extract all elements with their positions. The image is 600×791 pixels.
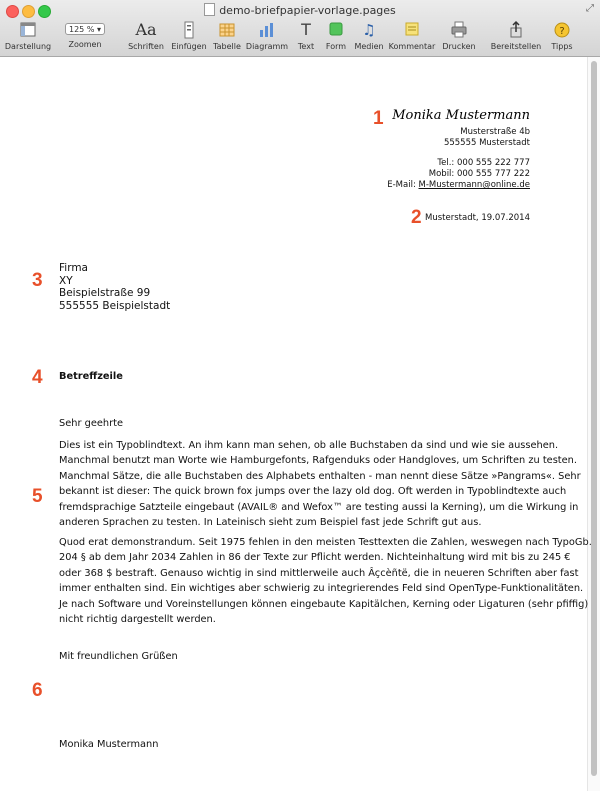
einfuegen-label: Einfügen	[171, 42, 207, 51]
body-paragraph-2	[59, 535, 592, 627]
zoom-label: Zoomen	[68, 40, 102, 49]
tabelle-label: Tabelle	[213, 42, 241, 51]
shape-icon	[328, 20, 344, 40]
body-line: 204 § ab dem Jahr 2034 Zahlen in 86 der Texte zur Pflicht werden. Nichteinhaltung wird mit bis zu 245 €	[59, 552, 571, 564]
music-note-icon: ♫	[362, 21, 376, 39]
scroll-thumb[interactable]	[591, 61, 597, 776]
window-title-text: demo-briefpapier-vorlage.pages	[219, 4, 396, 17]
recipient-line: Beispielstraße 99	[59, 287, 151, 299]
title-toolbar	[0, 0, 600, 57]
fonts-icon: Aa	[135, 20, 157, 39]
diagramm-label: Diagramm	[245, 42, 289, 51]
body-line: anderen Sprachen zu testen. In Lateinisch sieht zum Beispiel fast jede Schrift gut aus.	[59, 517, 482, 529]
date-line: Musterstadt, 19.07.2014	[425, 213, 530, 223]
body-line: Je nach Software und Voreinstellungen können eingebaute Kapitälchen, Kerning oder Ligaturen (sehr pfiffig)	[59, 598, 589, 610]
marker-1: 1	[373, 108, 384, 129]
marker-4: 4	[32, 367, 43, 388]
zoom-select[interactable]: 125 % ▾	[65, 23, 105, 35]
body-line: bekannt ist dieser: The quick brown fox jumps over the lazy old dog. Oft werden in Typoblindtexte auch	[59, 486, 567, 498]
sender-email-line	[387, 180, 530, 191]
chart-icon	[258, 20, 276, 40]
body-line: Quod erat demonstrandum. Seit 1975 fehlen in den meisten Testtexten die Zahlen, weswegen nach TypoGb.	[59, 537, 592, 548]
tipps-button[interactable]	[548, 20, 576, 54]
fullscreen-icon[interactable]: ⤢	[586, 3, 594, 14]
closing: Mit freundlichen Grüßen	[59, 651, 178, 662]
sender-mobil: Mobil: 000 555 777 222	[428, 169, 530, 179]
sender-name: Monika Mustermann	[392, 108, 530, 123]
text-button[interactable]	[292, 20, 320, 54]
diagramm-button[interactable]	[245, 20, 289, 54]
darstellung-label: Darstellung	[4, 42, 52, 51]
share-icon	[508, 20, 524, 40]
recipient-line: XY	[59, 274, 73, 287]
recipient-address	[59, 262, 170, 312]
darstellung-button[interactable]	[3, 20, 53, 54]
sender-email-link[interactable]: M-Mustermann@online.de	[418, 180, 530, 190]
marker-6: 6	[32, 680, 43, 701]
text-label: Text	[297, 42, 315, 51]
signature: Monika Mustermann	[59, 739, 159, 750]
document-icon	[204, 3, 215, 16]
table-icon	[218, 20, 236, 40]
form-label: Form	[325, 42, 347, 51]
tipps-label: Tipps	[551, 42, 573, 51]
help-icon	[553, 20, 571, 40]
comment-icon	[404, 20, 420, 40]
body-line: fremdsprachige Satzteile eingebaut (AVAIL® and Wefox™ are testing aussi la Kerning), um die Wirkung in	[59, 501, 579, 513]
marker-2: 2	[411, 207, 422, 228]
einfuegen-button[interactable]	[168, 20, 210, 54]
medien-label: Medien	[354, 42, 384, 51]
medien-button[interactable]	[352, 20, 386, 54]
body-line: Manchmal Sätze, die alle Buchstaben des Alphabets enthalten - man nennt diese Sätze »Pangrams«. Sehr	[59, 470, 581, 482]
svg-text:?: ?	[559, 26, 565, 37]
marker-5: 5	[32, 486, 43, 507]
form-button[interactable]	[322, 20, 350, 54]
drucken-button[interactable]	[438, 20, 480, 54]
sidebar-view-icon	[19, 20, 37, 40]
window-title	[0, 3, 600, 17]
bereitstellen-label: Bereitstellen	[490, 42, 542, 51]
sender-contact	[387, 158, 530, 191]
body-line: Dies ist ein Typoblindtext. An ihm kann man sehen, ob alle Buchstaben da sind und wie sie aussehen.	[59, 440, 559, 451]
salutation: Sehr geehrte	[59, 418, 123, 429]
subject-line: Betreffzeile	[59, 371, 123, 382]
sender-address	[444, 127, 530, 149]
text-icon: T	[301, 20, 311, 39]
insert-icon	[182, 20, 196, 40]
bereitstellen-button[interactable]	[486, 20, 546, 54]
body-line: immer enthalten sind. Ein wichtiges aber schwierig zu integrierendes Feld sind OpenType-Funktionalitäten.	[59, 583, 584, 595]
body-line: oder 368 $ bestraft. Genauso wichtig in sind mittlerweile auch Âçcèñtë, die in neueren Schriften aber fast	[59, 567, 579, 579]
printer-icon	[450, 20, 468, 40]
sender-tel: Tel.: 000 555 222 777	[437, 158, 530, 168]
kommentar-button[interactable]	[388, 20, 436, 54]
tabelle-button[interactable]	[211, 20, 243, 54]
schriften-button[interactable]	[127, 20, 165, 54]
schriften-label: Schriften	[128, 42, 164, 51]
body-paragraph-1	[59, 438, 581, 530]
body-line: Manchmal benutzt man Worte wie Hamburgefonts, Rafgenduks oder Handgloves, um Schriften zu testen.	[59, 455, 578, 467]
vertical-scrollbar[interactable]	[587, 57, 600, 791]
sender-city: 555555 Musterstadt	[443, 138, 530, 148]
kommentar-label: Kommentar	[388, 42, 436, 51]
drucken-label: Drucken	[442, 42, 476, 51]
recipient-line: 555555 Beispielstadt	[59, 299, 171, 312]
sender-street: Musterstraße 4b	[460, 127, 530, 137]
body-line: nicht richtig dargestellt werden.	[59, 614, 216, 626]
zoom-control[interactable]	[60, 20, 110, 54]
recipient-line: Firma	[59, 262, 88, 274]
marker-3: 3	[32, 270, 43, 291]
sender-email-prefix: E-Mail:	[387, 180, 419, 190]
